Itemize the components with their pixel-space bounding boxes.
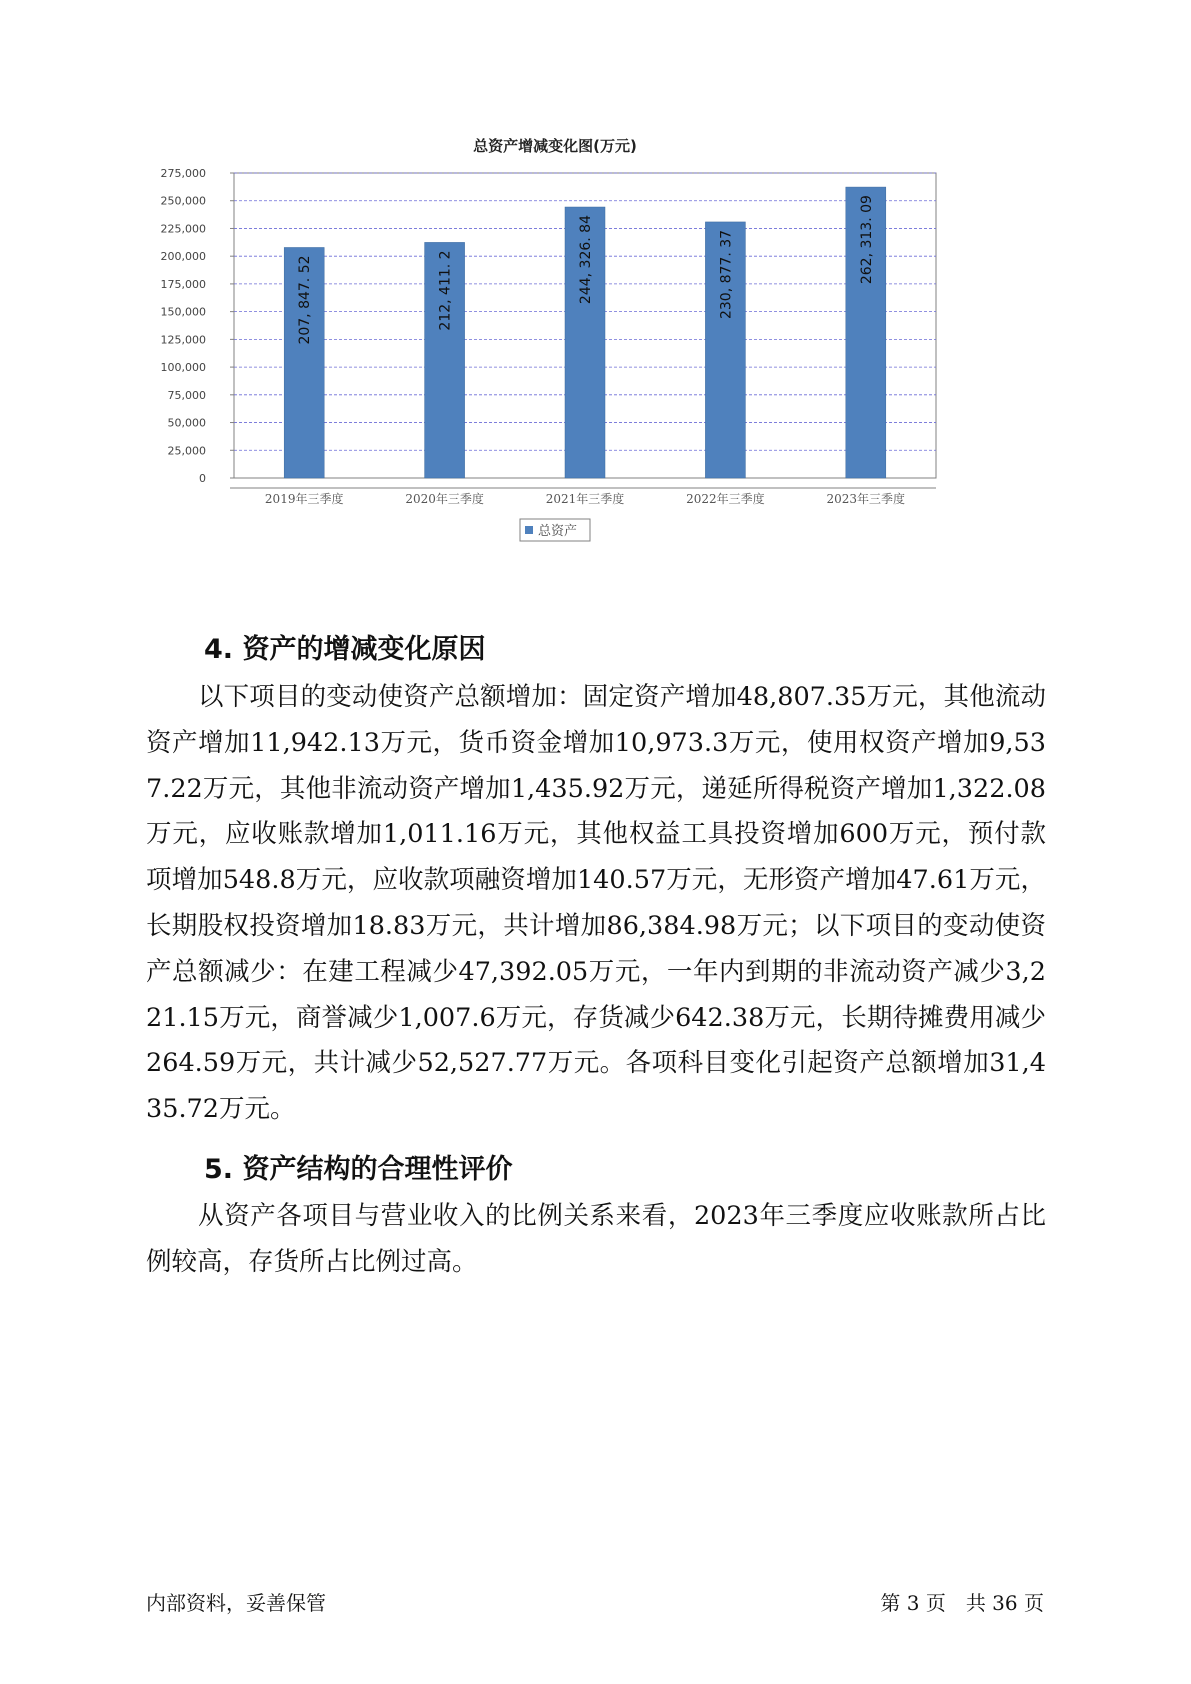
legend-swatch — [525, 526, 533, 534]
x-tick-label: 2019年三季度 — [264, 492, 344, 506]
y-tick-label: 200,000 — [160, 250, 206, 264]
y-tick-label: 100,000 — [160, 361, 206, 375]
footer-confidential-note: 内部资料，妥善保管 — [146, 1591, 326, 1615]
total-assets-chart — [150, 138, 1030, 593]
y-tick-label: 175,000 — [160, 277, 206, 291]
legend — [520, 519, 590, 541]
asset-change-reasons-paragraph: 以下项目的变动使资产总额增加：固定资产增加48,807.35万元，其他流动资产增加11,942.13万元，货币资金增加10,973.3万元，使用权资产增加9,537.22万元，其他非流动资产增加1,435.92万元，递延所得税资产增加1,322.08万元，应收账款增加1,011.16万元，其他权益工具投资增加600万元，预付款项增加548.8万元，应收款项融资增加140.57万元，无形资产增加47.61万元，长期股权投资增加18.83万元，共计增加86,384.98万元；以下项目的变动使资产总额减少：在建工程减少47,392.05万元，一年内到期的非流动资产减少3,221.15万元，商誉减少1,007.6万元，存货减少642.38万元，长期待摊费用减少264.59万元，共计减少52,527.77万元。各项科目变化引起资产总额增加31,435.72万元。 — [146, 682, 1046, 1125]
section-heading-asset-structure-evaluation: 5. 资产结构的合理性评价 — [204, 1154, 513, 1185]
y-tick-label: 25,000 — [167, 444, 206, 458]
bar-data-label: 207, 847. 52 — [297, 255, 314, 345]
chart-svg — [150, 138, 1030, 593]
y-tick-label: 125,000 — [160, 333, 206, 347]
y-tick-label: 75,000 — [167, 388, 206, 402]
legend-label: 总资产 — [538, 524, 578, 539]
y-tick-label: 250,000 — [160, 194, 206, 208]
asset-structure-evaluation-paragraph: 从资产各项目与营业收入的比例关系来看，2023年三季度应收账款所占比例较高，存货所占比例过高。 — [146, 1201, 1046, 1277]
x-tick-label: 2023年三季度 — [826, 492, 906, 506]
x-axis-ticks — [230, 488, 936, 506]
y-tick-label: 275,000 — [160, 167, 206, 180]
y-tick-label: 150,000 — [160, 305, 206, 319]
bar-data-label: 244, 326. 84 — [578, 215, 594, 305]
x-tick-label: 2022年三季度 — [686, 492, 765, 506]
footer-page-number: 第 3 页 共 36 页 — [880, 1591, 1044, 1615]
x-tick-label: 2020年三季度 — [405, 492, 484, 506]
bar-data-label: 212, 411. 2 — [437, 250, 454, 331]
y-axis-ticks — [161, 167, 235, 485]
bar-data-label: 262, 313. 09 — [858, 195, 875, 285]
y-tick-label: 225,000 — [160, 222, 206, 236]
x-tick-label: 2021年三季度 — [545, 492, 625, 506]
section-heading-asset-change-reasons: 4. 资产的增减变化原因 — [204, 634, 486, 665]
chart-title: 总资产增减变化图(万元) — [473, 138, 637, 155]
bar-data-label: 230, 877. 37 — [718, 229, 735, 319]
y-tick-label: 0 — [199, 472, 206, 485]
y-tick-label: 50,000 — [167, 416, 206, 430]
